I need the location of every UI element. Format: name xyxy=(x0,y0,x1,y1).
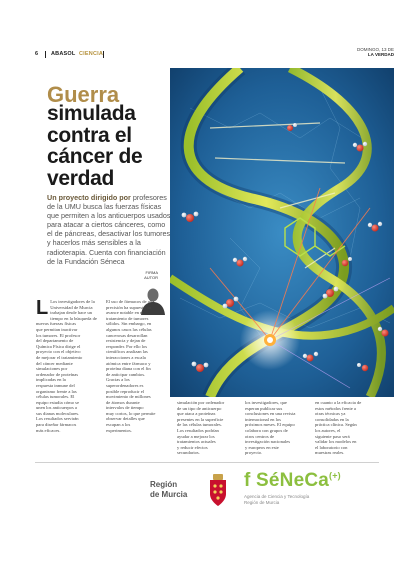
text-line: ordenador de proteínas xyxy=(36,371,79,377)
text-line: muestras reales. xyxy=(315,450,345,456)
drop-cap: L xyxy=(36,297,49,319)
text-line: tratamiento de tumores xyxy=(106,315,149,321)
text-line: cancerosas desarrollan xyxy=(106,332,148,338)
text-line: trabajan desde hace un xyxy=(50,310,92,316)
text-line: investigación nacionales xyxy=(245,439,291,445)
region-label-line2: de Murcia xyxy=(150,490,188,499)
text-line: de mejorar el tratamiento xyxy=(36,354,83,360)
text-line: simulación por ordenador xyxy=(177,400,225,405)
text-line: más eficaces. xyxy=(36,427,61,433)
text-line: simulaciones por xyxy=(36,366,68,372)
text-line: los investigadores, que xyxy=(245,400,287,405)
text-line: Universidad de Murcia xyxy=(50,304,93,310)
subsection-name: CIENCIA xyxy=(79,51,104,57)
text-line: El uso de fármacos de alta xyxy=(106,299,155,304)
text-line: de las células tumorales. xyxy=(177,422,222,428)
text-line: respuesta inmune del xyxy=(36,382,75,388)
text-line: que ataca a proteínas xyxy=(177,411,216,417)
page-number: 6 xyxy=(35,51,39,57)
text-line: secundarios. xyxy=(177,450,200,456)
fundacion-seneca-logo xyxy=(244,470,364,510)
article-column-2 xyxy=(106,299,170,433)
text-line: proteína diana con el fin xyxy=(106,366,151,372)
text-line: esperan publicar sus xyxy=(245,405,283,411)
header-divider xyxy=(103,51,104,58)
text-line: proyecto. xyxy=(245,450,263,456)
text-line: precisión ha supuesto un xyxy=(106,304,152,310)
text-line: ayudar a mejorar los xyxy=(177,433,215,439)
text-line: validar los modelos en xyxy=(315,439,357,445)
region-de-murcia-logo xyxy=(150,474,240,514)
text-line: resistencia y dejan de xyxy=(106,338,146,344)
text-line: posible reproducir el xyxy=(106,388,145,394)
text-line: otros centros de xyxy=(245,433,275,439)
text-line: para diseñar fármacos xyxy=(36,422,77,428)
text-line: observar detalles que xyxy=(106,416,145,422)
article-column-1 xyxy=(36,299,100,433)
text-line: escapan a los xyxy=(106,422,131,428)
text-line: otras técnicas ya xyxy=(315,411,346,417)
text-line: responder. Por ello los xyxy=(106,343,148,349)
text-line: avance notable en el xyxy=(106,310,144,316)
text-line: en cuanto a la eficacia de xyxy=(315,400,362,405)
text-line: Gracias a los xyxy=(106,377,130,383)
header-divider xyxy=(45,51,46,58)
text-line: tiempo en la búsqueda de xyxy=(50,315,97,321)
text-line: consolidadas en la xyxy=(315,416,349,422)
lead-text: profesores de la UMU busca las fuerzas físicas que permiten a los anticuerpos usados para atacar a ciertos cánceres, como el de páncreas, desactivar los tumores y hacerlos más sensibles a la radioterapia. Cuenta con financiación de la Fundación Séneca xyxy=(47,193,171,266)
text-line: conclusiones en una revista xyxy=(245,411,296,417)
text-line: equipo estudia cómo se xyxy=(36,399,79,405)
text-line: movimiento de millones xyxy=(106,394,151,400)
text-line: de anticipar cambios. xyxy=(106,371,146,377)
text-line: Los resultados podrían xyxy=(177,427,219,433)
text-line: sus dianas moleculares. xyxy=(36,410,80,416)
text-line: Los investigadores de la xyxy=(50,299,95,304)
headline-kicker: Guerra xyxy=(47,82,120,107)
text-line: próximos meses. El equipo xyxy=(245,422,295,428)
lead-bold: Un proyecto dirigido por xyxy=(47,193,131,202)
seneca-subtitle: Agencia de Ciencia y Tecnología Región de Murcia xyxy=(244,494,310,505)
text-line: interacciones a escala xyxy=(106,354,146,360)
text-line: Los resultados servirán xyxy=(36,416,79,422)
text-line: siguiente paso será xyxy=(315,433,350,439)
text-line: del cáncer mediante xyxy=(36,360,73,366)
text-line: unen los anticuerpos a xyxy=(36,405,77,411)
text-line: sólidos. Sin embargo, en xyxy=(106,321,152,327)
text-line: intervalos de tiempo xyxy=(106,405,144,411)
text-line: nuevas fuerzas físicas xyxy=(36,321,77,327)
section-name: ABASOL xyxy=(51,51,76,57)
text-line: internacional en los xyxy=(245,416,281,422)
text-line: y reducir efectos xyxy=(177,444,208,450)
text-line: experimentos. xyxy=(106,427,132,433)
text-line: colabora con grupos de xyxy=(245,427,288,433)
text-line: atómica entre fármaco y xyxy=(106,360,151,366)
text-line: proyecto con el objetivo xyxy=(36,349,81,355)
text-line: presentes en la superficie xyxy=(177,416,224,422)
text-line: muy cortos, lo que permite xyxy=(106,410,156,416)
text-line: Química Física dirige el xyxy=(36,343,81,349)
text-line: práctica clínica. Según xyxy=(315,422,357,428)
article-column-5 xyxy=(315,400,378,456)
headline: simulada contra el cáncer de verdad xyxy=(47,102,143,190)
text-line: superordenadores es xyxy=(106,382,144,388)
text-line: que permitan inactivar xyxy=(36,326,78,332)
text-line: de átomos durante xyxy=(106,399,140,405)
text-line: el laboratorio con xyxy=(315,444,348,450)
text-line: organismo frente a las xyxy=(36,388,77,394)
text-line: científicos analizan las xyxy=(106,349,148,355)
text-line: implicadas en la xyxy=(36,377,66,383)
text-line: de un tipo de anticuerpo xyxy=(177,405,222,411)
text-line: los autores, el xyxy=(315,427,341,433)
byline: FIRMA AUTOR xyxy=(144,270,158,280)
text-line: estos métodos frente a xyxy=(315,405,356,411)
page-header xyxy=(35,47,394,61)
footer-divider xyxy=(35,462,379,463)
text-line: y europeos en este xyxy=(245,444,279,450)
header-date: DOMINGO, 13 DE LA VERDAD xyxy=(356,47,394,57)
text-line: tratamientos actuales xyxy=(177,439,216,445)
seneca-wordmark: f SéNeCa(+) xyxy=(244,470,341,491)
text-line: del departamento de xyxy=(36,338,74,344)
article-column-3 xyxy=(177,400,240,456)
text-line: los tumores. El profesor xyxy=(36,332,81,338)
text-line: algunos casos las células xyxy=(106,326,152,332)
article-column-4 xyxy=(245,400,308,456)
article-lead xyxy=(47,193,172,266)
coat-of-arms-icon xyxy=(207,474,229,508)
hero-dna-illustration xyxy=(170,68,394,397)
text-line: células tumorales. El xyxy=(36,394,75,400)
region-label-line1: Región xyxy=(150,480,178,489)
